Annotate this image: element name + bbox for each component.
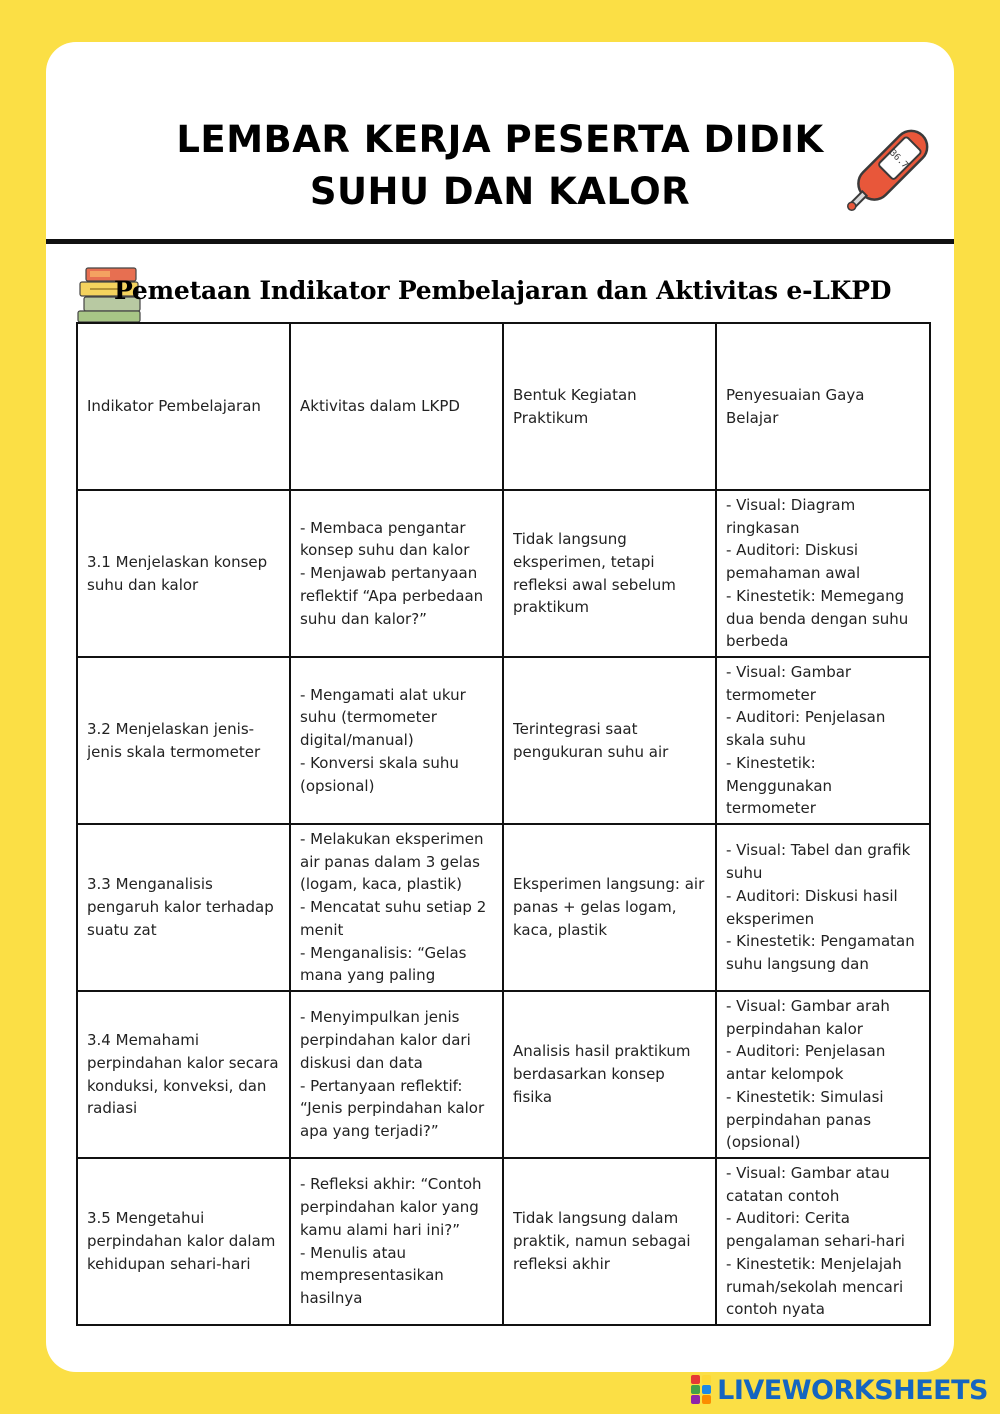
style-cell: - Visual: Diagram ringkasan - Auditori: Diskusi pemahaman awal - Kinestetik: Memegang dua benda dengan suhu berbeda — [716, 490, 930, 657]
indicator-table — [76, 322, 931, 1326]
header-cell: Bentuk Kegiatan Praktikum — [503, 323, 716, 490]
style-cell: - Visual: Gambar termometer - Auditori: Penjelasan skala suhu - Kinestetik: Menggunakan termometer — [716, 657, 930, 824]
style-cell: - Visual: Tabel dan grafik suhu - Auditori: Diskusi hasil eksperimen - Kinestetik: Pengamatan suhu langsung dan — [716, 824, 930, 991]
table-row — [77, 991, 930, 1158]
practicum-cell: Analisis hasil praktikum berdasarkan konsep fisika — [503, 991, 716, 1158]
thermometer-icon — [830, 118, 940, 228]
indicator-cell: 3.5 Mengetahui perpindahan kalor dalam kehidupan sehari-hari — [77, 1158, 290, 1325]
table-row — [77, 657, 930, 824]
section-title: Pemetaan Indikator Pembelajaran dan Aktivitas e-LKPD — [114, 276, 892, 305]
table-header-row — [77, 323, 930, 490]
page-title — [46, 114, 954, 218]
title-line-2: SUHU DAN KALOR — [309, 170, 691, 213]
activity-cell: - Melakukan eksperimen air panas dalam 3 gelas (logam, kaca, plastik) - Mencatat suhu setiap 2 menit - Menganalisis: “Gelas mana yang paling — [290, 824, 503, 991]
table-row — [77, 1158, 930, 1325]
practicum-cell: Tidak langsung dalam praktik, namun sebagai refleksi akhir — [503, 1158, 716, 1325]
header-cell: Aktivitas dalam LKPD — [290, 323, 503, 490]
worksheet-card — [46, 42, 954, 1372]
activity-cell: - Refleksi akhir: “Contoh perpindahan kalor yang kamu alami hari ini?” - Menulis atau mempresentasikan hasilnya — [290, 1158, 503, 1325]
header-divider — [46, 239, 954, 244]
practicum-cell: Terintegrasi saat pengukuran suhu air — [503, 657, 716, 824]
indicator-cell: 3.2 Menjelaskan jenis-jenis skala termometer — [77, 657, 290, 824]
thermometer-readout: 36.7 — [887, 148, 910, 171]
indicator-cell: 3.3 Menganalisis pengaruh kalor terhadap suatu zat — [77, 824, 290, 991]
indicator-cell: 3.4 Memahami perpindahan kalor secara konduksi, konveksi, dan radiasi — [77, 991, 290, 1158]
brand-name: LIVEWORKSHEETS — [717, 1374, 988, 1406]
indicator-cell: 3.1 Menjelaskan konsep suhu dan kalor — [77, 490, 290, 657]
style-cell: - Visual: Gambar atau catatan contoh - Auditori: Cerita pengalaman sehari-hari - Kinestetik: Menjelajah rumah/sekolah mencari contoh nyata — [716, 1158, 930, 1325]
liveworksheets-brand[interactable] — [691, 1372, 988, 1408]
practicum-cell: Tidak langsung eksperimen, tetapi refleksi awal sebelum praktikum — [503, 490, 716, 657]
title-line-1: LEMBAR KERJA PESERTA DIDIK — [176, 118, 824, 161]
header-cell: Penyesuaian Gaya Belajar — [716, 323, 930, 490]
style-cell: - Visual: Gambar arah perpindahan kalor - Auditori: Penjelasan antar kelompok - Kinestetik: Simulasi perpindahan panas (opsional) — [716, 991, 930, 1158]
activity-cell: - Membaca pengantar konsep suhu dan kalor - Menjawab pertanyaan reflektif “Apa perbedaan suhu dan kalor?” — [290, 490, 503, 657]
header-cell: Indikator Pembelajaran — [77, 323, 290, 490]
table-row — [77, 490, 930, 657]
table-row — [77, 824, 930, 991]
activity-cell: - Mengamati alat ukur suhu (termometer digital/manual) - Konversi skala suhu (opsional) — [290, 657, 503, 824]
liveworksheets-logo-icon — [691, 1375, 713, 1405]
activity-cell: - Menyimpulkan jenis perpindahan kalor dari diskusi dan data - Pertanyaan reflektif: “Jenis perpindahan kalor apa yang terjadi?” — [290, 991, 503, 1158]
practicum-cell: Eksperimen langsung: air panas + gelas logam, kaca, plastik — [503, 824, 716, 991]
